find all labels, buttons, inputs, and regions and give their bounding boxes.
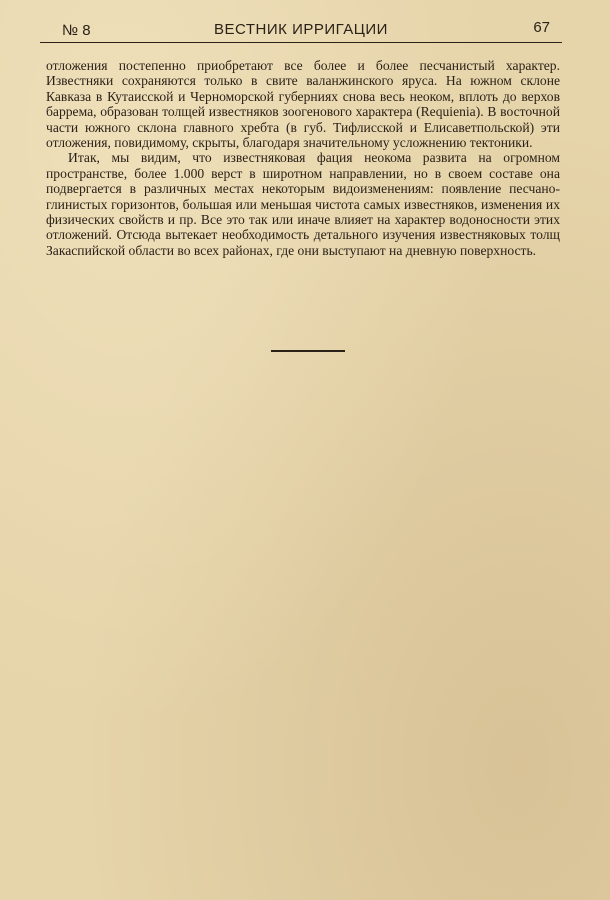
body-text	[46, 58, 560, 258]
journal-title: ВЕСТНИК ИРРИГАЦИИ	[214, 21, 388, 38]
page-number: 67	[533, 19, 550, 36]
paragraph-2: Итак, мы видим, что известняковая фация неокома развита на огромном пространстве, более 1.000 верст в широтном направлении, но в своем составе она подвергается в различных местах некоторым видоизменениям: появление песчано-глинистых горизонтов, большая или меньшая чистота самых известняков, изменения их физических свойств и пр. Все это так или иначе влияет на характер водоносности этих отложений. Отсюда вытекает необходимость детального изучения известняковых толщ Закаспийской области во всех районах, где они выступают на дневную поверхность.	[46, 150, 560, 258]
issue-number: № 8	[62, 22, 91, 39]
page-header	[40, 20, 562, 43]
paragraph-1: отложения постепенно приобретают все более и более песчанистый характер. Известняки сохраняются только в свите валанжинского яруса. На южном склоне Кавказа в Кутаисской и Черноморской губерниях снова весь неоком, вплоть до верхов баррема, образован толщей известняков зоогенового характера (Requienia). В восточной части южного склона главного хребта (в губ. Тифлисской и Елисаветпольской) эти отложения, повидимому, скрыты, благодаря значительному усложнению тектоники.	[46, 58, 560, 151]
section-end-rule	[271, 350, 345, 352]
